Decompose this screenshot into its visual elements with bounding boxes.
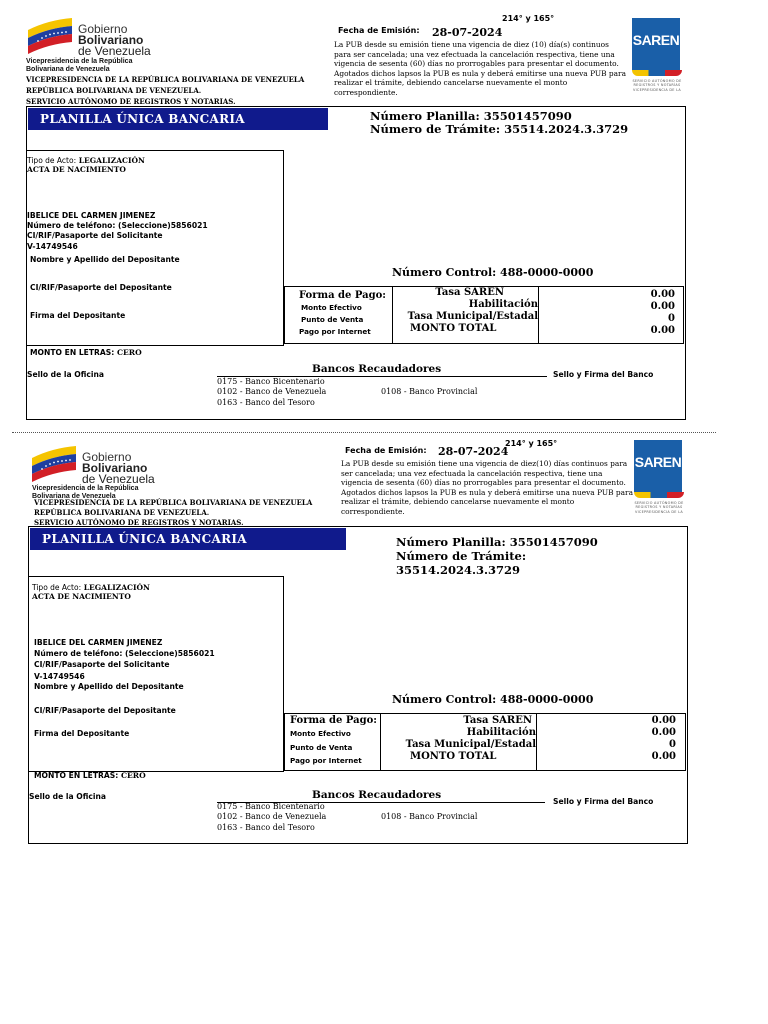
- forma-pago-label: Forma de Pago:: [299, 290, 386, 301]
- fecha-label: Fecha de Emisión:: [345, 446, 427, 455]
- saren-logo: [632, 18, 682, 92]
- pago-internet: Pago por Internet: [299, 327, 371, 336]
- saren-sub: SERVICIO AUTÓNOMO DE REGISTROS Y NOTARÍAS VICEPRESIDENCIA DE LA: [632, 79, 682, 92]
- val-habilitacion: 0.00: [650, 301, 675, 312]
- form-title: PLANILLA ÚNICA BANCARIA: [28, 108, 328, 130]
- monto-letras-label: MONTO EN LETRAS:: [34, 771, 119, 780]
- bancos-list: [217, 802, 326, 833]
- val-tasa-saren: 0.00: [651, 715, 676, 726]
- ci-solicitante-label: CI/RIF/Pasaporte del Solicitante: [34, 660, 170, 670]
- payment-divider-1: [392, 287, 393, 343]
- banco-3: 0163 - Banco del Tesoro: [217, 397, 315, 407]
- monto-efectivo: Monto Efectivo: [301, 303, 362, 312]
- gobierno-text-3: de Venezuela: [82, 472, 155, 486]
- org-line-3: SERVICIO AUTÓNOMO DE REGISTROS Y NOTARIAS.: [26, 97, 236, 106]
- numero-tramite: 35514.2024.3.3729: [504, 122, 629, 136]
- saren-text: SAREN: [634, 440, 682, 492]
- nombre-depositante-label: Nombre y Apellido del Depositante: [34, 682, 184, 691]
- saren-sub: SERVICIO AUTÓNOMO DE REGISTROS Y NOTARÍAS VICEPRESIDENCIA DE LA: [634, 501, 684, 514]
- gobierno-text-1: Gobierno: [82, 450, 132, 464]
- banco-3: 0163 - Banco del Tesoro: [217, 822, 315, 832]
- pub-copy-2: [0, 436, 768, 866]
- monto-letras: [30, 348, 142, 357]
- nombre-solicitante: IBELICE DEL CARMEN JIMENEZ: [27, 211, 156, 220]
- gobierno-logo: [30, 444, 170, 488]
- org-line-2: REPÚBLICA BOLIVARIANA DE VENEZUELA.: [34, 508, 210, 517]
- firma-depositante-label: Firma del Depositante: [30, 311, 126, 320]
- val-tasa-municipal: 0: [669, 739, 676, 750]
- tipo-acto-value-2: ACTA DE NACIMIENTO: [27, 165, 126, 174]
- habilitacion-label: Habilitación: [466, 727, 536, 738]
- numero-planilla: 35501457090: [509, 535, 598, 549]
- tipo-acto-label: Tipo de Acto:: [27, 156, 77, 165]
- numero-control-label: Número Control:: [392, 693, 497, 706]
- gobierno-text-3: de Venezuela: [78, 44, 151, 58]
- numero-control-value: 488-0000-0000: [500, 693, 594, 706]
- monto-letras-value: CERO: [120, 771, 146, 780]
- org-line-1: VICEPRESIDENCIA DE LA REPÚBLICA BOLIVARIANA DE VENEZUELA: [26, 75, 305, 84]
- banco-1: 0175 - Banco Bicentenario: [217, 802, 325, 811]
- tipo-acto-value: LEGALIZACIÓN: [83, 583, 150, 592]
- numero-control: [392, 693, 593, 706]
- venezuela-flag-icon: [30, 444, 80, 484]
- banco-4: 0108 - Banco Provincial: [381, 387, 478, 396]
- org-line-1: VICEPRESIDENCIA DE LA REPÚBLICA BOLIVARIANA DE VENEZUELA: [34, 498, 313, 507]
- habilitacion-label: Habilitación: [468, 299, 538, 310]
- ci-depositante-label: CI/RIF/Pasaporte del Depositante: [34, 706, 176, 715]
- gobierno-text-2: Bolivariano: [78, 33, 144, 47]
- monto-total-label: MONTO TOTAL: [410, 323, 497, 334]
- tipo-acto-label: Tipo de Acto:: [32, 583, 82, 592]
- solicitante-info: [34, 637, 215, 682]
- gobierno-logo: [26, 16, 166, 60]
- payment-concepts: [398, 287, 538, 335]
- payment-divider-1: [380, 714, 381, 770]
- payment-divider-2: [536, 714, 537, 770]
- coords: 214° y 165°: [505, 439, 558, 448]
- monto-letras-value: CERO: [116, 348, 142, 357]
- nombre-solicitante: IBELICE DEL CARMEN JIMENEZ: [34, 638, 163, 647]
- fecha-value: 28-07-2024: [432, 26, 503, 39]
- forma-pago-label: Forma de Pago:: [290, 715, 377, 726]
- tipo-acto-value-2: ACTA DE NACIMIENTO: [32, 592, 131, 601]
- sello-oficina: Sello de la Oficina: [27, 370, 105, 379]
- banco-1: 0175 - Banco Bicentenario: [217, 377, 325, 386]
- tasa-municipal-label: Tasa Municipal/Estadal: [405, 739, 536, 750]
- fecha-value: 28-07-2024: [438, 445, 509, 458]
- numero-tramite-label: Número de Trámite:: [370, 122, 501, 136]
- vigencia-text: La PUB desde su emisión tiene una vigencia de diez(10) días continuos para ser cancelada; una vez efectuada la cancelación respectiva, tiene una vigencia de sesenta (60) días no prorrogables para presentar el documento. Agotados dichos lapsos la PUB es nula y deberá emitirse una nueva PUB para realizar el trámite, debiendo cancelarse nuevamente el monto correspondiente.: [341, 459, 633, 516]
- numero-control-value: 488-0000-0000: [500, 266, 594, 279]
- telefono: Número de teléfono: (Seleccione)5856021: [34, 649, 215, 659]
- bancos-list: [217, 377, 326, 408]
- payment-concepts: [396, 715, 536, 763]
- telefono: Número de teléfono: (Seleccione)5856021: [27, 221, 208, 231]
- form-title: PLANILLA ÚNICA BANCARIA: [30, 528, 346, 550]
- saren-swoosh-icon: [632, 70, 682, 76]
- bancos-title: Bancos Recaudadores: [312, 363, 442, 375]
- val-tasa-saren: 0.00: [650, 289, 675, 300]
- val-habilitacion: 0.00: [651, 727, 676, 738]
- numero-control-label: Número Control:: [392, 266, 497, 279]
- punto-venta: Punto de Venta: [290, 742, 353, 752]
- tipo-acto-value: LEGALIZACIÓN: [78, 156, 145, 165]
- payment-divider-2: [538, 287, 539, 343]
- sello-banco: Sello y Firma del Banco: [553, 797, 654, 806]
- monto-efectivo: Monto Efectivo: [290, 729, 351, 738]
- firma-depositante-label: Firma del Depositante: [34, 729, 130, 738]
- numero-planilla: 35501457090: [483, 109, 572, 123]
- val-monto-total: 0.00: [650, 325, 675, 336]
- val-monto-total: 0.00: [651, 751, 676, 762]
- tasa-saren-label: Tasa SAREN: [463, 715, 532, 726]
- vigencia-text: La PUB desde su emisión tiene una vigencia de diez (10) día(s) continuos para ser cancelada; una vez efectuada la cancelación respectiva, tiene una vigencia de sesenta (60) días no prorrogables para presentar el documento. Agotados dichos lapsos la PUB es nula y deberá emitirse una nueva PUB para realizar el trámite, debiendo cancelarse nuevamente el monto correspondiente.: [334, 40, 626, 97]
- tasa-municipal-label: Tasa Municipal/Estadal: [407, 311, 538, 322]
- ci-solicitante: V-14749546: [27, 241, 78, 251]
- ci-solicitante: V-14749546: [34, 671, 85, 681]
- nombre-depositante-label: Nombre y Apellido del Depositante: [30, 255, 180, 264]
- gobierno-text-1: Gobierno: [78, 22, 128, 36]
- vice-small-1: Vicepresidencia de la República: [26, 58, 133, 65]
- pago-internet: Pago por Internet: [290, 756, 362, 765]
- planilla-line: [396, 536, 598, 549]
- ci-depositante-label: CI/RIF/Pasaporte del Depositante: [30, 283, 172, 292]
- bancos-title: Bancos Recaudadores: [312, 789, 442, 801]
- coords: 214° y 165°: [502, 14, 555, 23]
- banco-2: 0102 - Banco de Venezuela: [217, 387, 327, 397]
- cut-line: [12, 432, 716, 433]
- payment-values: [560, 289, 675, 337]
- saren-swoosh-icon: [634, 492, 684, 498]
- org-line-3: SERVICIO AUTÓNOMO DE REGISTROS Y NOTARIAS.: [34, 518, 244, 527]
- payment-values: [560, 715, 676, 763]
- val-tasa-municipal: 0: [668, 313, 675, 324]
- ci-solicitante-label: CI/RIF/Pasaporte del Solicitante: [27, 231, 163, 241]
- tipo-acto: [27, 156, 145, 174]
- solicitante-info: [27, 211, 208, 252]
- punto-venta: Punto de Venta: [301, 315, 364, 324]
- venezuela-flag-icon: [26, 16, 76, 56]
- banco-4: 0108 - Banco Provincial: [381, 812, 478, 821]
- payment-methods: [290, 715, 380, 768]
- vice-small-1: Vicepresidencia de la República: [32, 485, 139, 492]
- saren-logo: [634, 440, 684, 514]
- tramite-label-line: Número de Trámite:: [396, 549, 527, 563]
- sello-oficina: Sello de la Oficina: [29, 792, 107, 801]
- tasa-saren-label: Tasa SAREN: [435, 287, 504, 298]
- banco-2: 0102 - Banco de Venezuela: [217, 812, 327, 822]
- numero-tramite: 35514.2024.3.3729: [396, 563, 521, 577]
- payment-methods: [299, 290, 391, 338]
- monto-total-label: MONTO TOTAL: [410, 751, 497, 762]
- saren-text: SAREN: [632, 18, 680, 70]
- vice-small-2: Bolivariana de Venezuela: [32, 493, 116, 500]
- org-line-2: REPÚBLICA BOLIVARIANA DE VENEZUELA.: [26, 86, 202, 95]
- tramite-line: [370, 123, 628, 136]
- numero-planilla-label: Número Planilla:: [396, 535, 506, 549]
- tipo-acto: [32, 583, 150, 601]
- numero-planilla-label: Número Planilla:: [370, 109, 480, 123]
- numero-control: [392, 266, 593, 279]
- pub-copy-1: [0, 0, 768, 430]
- fecha-label: Fecha de Emisión:: [338, 26, 420, 35]
- gobierno-text-2: Bolivariano: [82, 461, 148, 475]
- vice-small-2: Bolivariana de Venezuela: [26, 66, 110, 73]
- monto-letras-label: MONTO EN LETRAS:: [30, 348, 115, 357]
- monto-letras: [34, 771, 146, 780]
- sello-banco: Sello y Firma del Banco: [553, 370, 654, 379]
